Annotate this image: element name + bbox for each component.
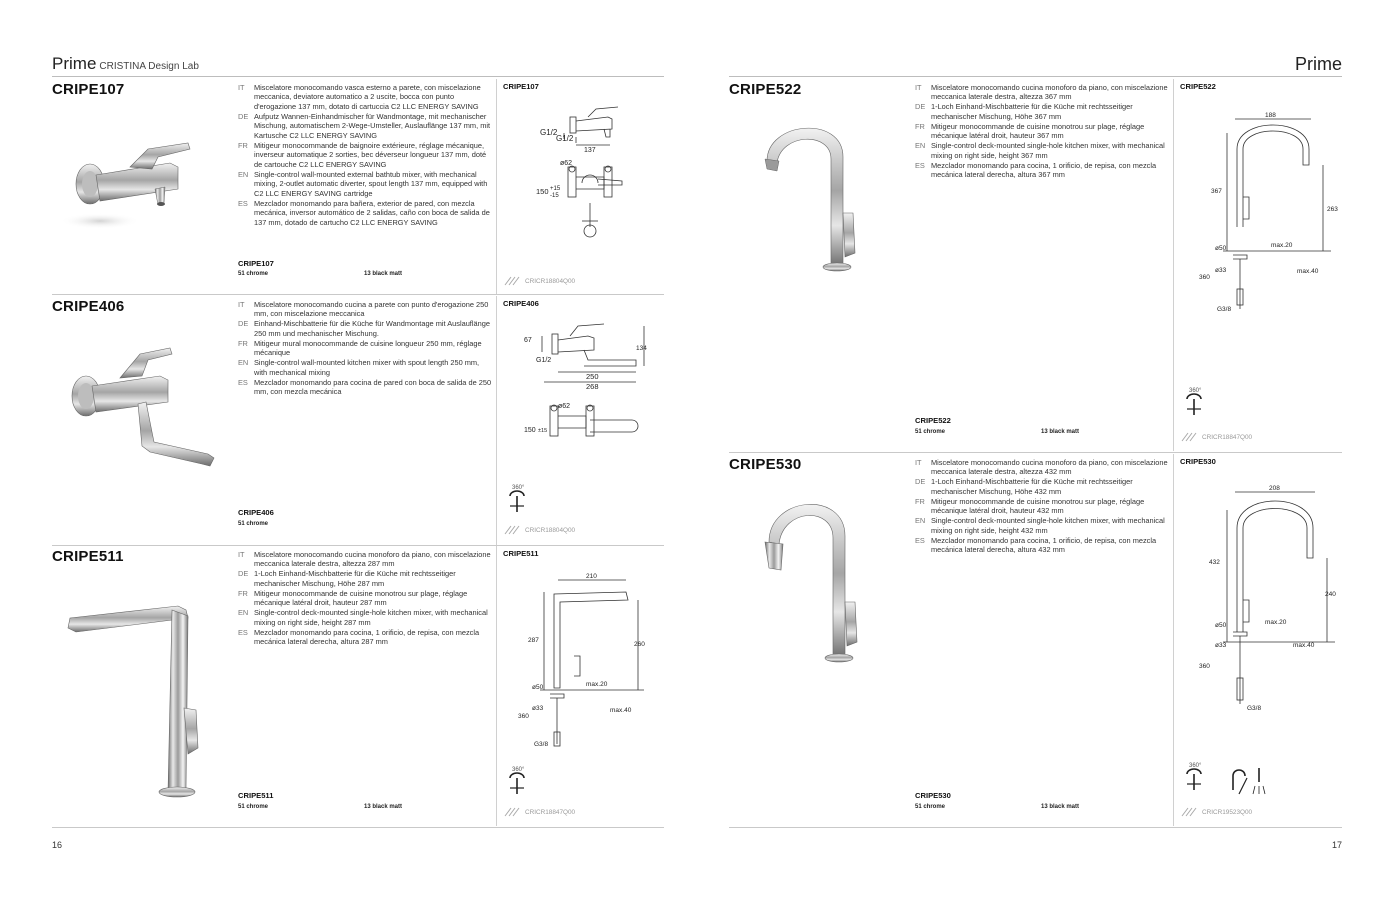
dim-d33: ø33: [1215, 267, 1227, 274]
cartridge-code: CRICR18804Q00: [525, 526, 576, 534]
product-cripe406: [52, 296, 664, 546]
dim-h2: 240: [1325, 591, 1336, 598]
cartridge-code: CRICR18804Q00: [525, 277, 576, 285]
desc-row: [238, 569, 494, 588]
desc-row: [915, 161, 1171, 180]
cartridge-info: [1180, 806, 1252, 818]
desc-text: Single-control wall-mounted kitchen mixer with spout length 250 mm, with mechanical mixing: [254, 358, 480, 377]
product-name: CRIPE530: [729, 456, 802, 473]
column-divider: [496, 546, 497, 826]
product-description: [915, 83, 1171, 180]
dim-width: 188: [1265, 112, 1276, 119]
dim-d33: ø33: [532, 705, 544, 712]
desc-text: Single-control deck-mounted single-hole kitchen mixer, with mechanical mixing on right side, height 287 mm: [254, 608, 488, 627]
dim-g38: G3/8: [1247, 705, 1262, 712]
desc-row: [915, 536, 1171, 555]
product-name: CRIPE107: [52, 81, 125, 98]
product-code: CRIPE107: [238, 259, 274, 268]
desc-row: [238, 608, 494, 627]
desc-text: Aufputz Wannen-Einhandmischer für Wandmontage, mit mechanischer Mischung, automatischem 2-Wege-Umsteller, Auslauflänge 137 mm, mit Kartusche C2 LLC ENERGY SAVING: [254, 111, 491, 140]
dim-width: 210: [586, 573, 597, 580]
section-rule: [52, 827, 664, 828]
drawing-title: CRIPE522: [1180, 82, 1216, 91]
dim-h3: 360: [1199, 663, 1210, 670]
desc-row: [238, 550, 494, 569]
dim-h1: 287: [528, 637, 539, 644]
drawing-title: CRIPE511: [503, 549, 539, 558]
dim-g38: G3/8: [1217, 306, 1232, 313]
desc-row: [915, 497, 1171, 516]
desc-row: [915, 477, 1171, 496]
desc-row: [238, 141, 494, 169]
rotation-360-icon: [504, 482, 534, 516]
product-code: CRIPE530: [915, 791, 951, 800]
drawing-title: CRIPE107: [503, 82, 539, 91]
lang-code: EN: [238, 608, 249, 618]
lang-code: EN: [238, 358, 249, 368]
desc-text: Mitigeur monocommande de cuisine monotrou sur plage, réglage mécanique latéral droit, hauteur 432 mm: [931, 496, 1145, 516]
desc-row: [238, 319, 494, 338]
cartridge-info: [503, 524, 575, 536]
lang-code: FR: [238, 338, 248, 348]
desc-text: Single-control deck-mounted single-hole kitchen mixer, with mechanical mixing on right side, height 367 mm: [931, 141, 1165, 160]
right-page: [697, 0, 1394, 901]
desc-row: [238, 589, 494, 608]
desc-text: Mitigeur monocommande de cuisine monotrou sur plage, réglage mécanique latéral droit, hauteur 287 mm: [254, 588, 468, 608]
product-name: CRIPE522: [729, 81, 802, 98]
pull-out-spray-icon: [1229, 764, 1269, 798]
desc-text: Miscelatore monocomando cucina monoforo da piano, con miscelazione meccanica laterale destra, altezza 287 mm: [254, 550, 491, 569]
technical-drawing: [524, 326, 654, 476]
lang-code: EN: [915, 516, 926, 526]
desc-row: [915, 83, 1171, 102]
desc-row: [238, 339, 494, 358]
dim-h3: 360: [518, 713, 529, 720]
page-number-right: 17: [1331, 840, 1342, 850]
dim-h1: 367: [1211, 188, 1222, 195]
desc-text: Mezclador monomando para bañera, exterior de pared, con mezcla mecánica, inversor automático de 2 salidas, caño con boca de salida de 137 mm, dotado de cartucho C2 LLC ENERGY SAVING: [254, 198, 490, 227]
finish-black-matt: 13 black matt: [364, 804, 403, 810]
cartridge-icon: [503, 524, 521, 536]
lang-code: FR: [238, 140, 248, 150]
bath-mixer-photo: [60, 139, 210, 239]
dim-width: 208: [1269, 485, 1280, 492]
finish-chrome: 51 chrome: [915, 804, 946, 810]
product-cripe511: [52, 546, 664, 828]
desc-row: [915, 458, 1171, 477]
technical-drawing: [536, 107, 652, 247]
desc-text: Miscelatore monocomando cucina monoforo da piano, con miscelazione meccanica laterale destra, altezza 367 mm: [931, 83, 1168, 102]
desc-row: [238, 170, 494, 198]
product-code: CRIPE406: [238, 508, 274, 517]
desc-text: 1-Loch Einhand-Mischbatterie für die Küche mit rechtsseitiger mechanischer Mischung, Höhe 432 mm: [931, 477, 1133, 496]
dim-67: 67: [524, 337, 532, 344]
cartridge-info: [503, 275, 575, 287]
cartridge-icon: [503, 806, 521, 818]
finish-black-matt: 13 black matt: [1041, 804, 1080, 810]
finish-chrome: 51 chrome: [238, 271, 269, 277]
desc-text: Miscelatore monocomando vasca esterno a parete, con miscelazione meccanica, deviatore automatico a 2 uscite, bocca con punto d'erogazione 137 mm, dotato di cartuccia C2 LLC ENERGY SAVING: [254, 83, 481, 111]
cartridge-icon: [1180, 806, 1198, 818]
desc-row: [238, 300, 494, 319]
product-name: CRIPE511: [52, 548, 124, 565]
dim-137: 137: [584, 147, 596, 154]
lang-code: DE: [238, 319, 249, 329]
rotation-360-icon: [1181, 385, 1211, 419]
desc-row: [238, 83, 494, 111]
kitchen-deck-mixer-photo: [64, 598, 214, 818]
page-number-left: 16: [52, 840, 63, 850]
cartridge-icon: [503, 275, 521, 287]
pull-down-mixer-photo: [759, 492, 879, 672]
technical-drawing: [514, 572, 654, 752]
dim-m20: max.20: [1271, 242, 1293, 249]
cartridge-info: [1180, 431, 1252, 443]
gooseneck-mixer-photo: [759, 117, 879, 277]
technical-drawing: [1191, 109, 1341, 319]
lang-code: EN: [915, 141, 926, 151]
designer-name: CRISTINA Design Lab: [99, 61, 199, 72]
desc-text: Einhand-Mischbatterie für die Küche für Wandmontage mit Auslauflänge 250 mm und mechanischer Mischung.: [254, 319, 490, 338]
desc-text: Mezclador monomando para cocina, 1 orificio, de repisa, con mezcla mecánica lateral derecha, altura 287 mm: [254, 627, 480, 647]
desc-text: Miscelatore monocomando cucina a parete con punto d'erogazione 250 mm, con miscelazione meccanica: [254, 300, 489, 319]
dim-62: ø62: [558, 403, 571, 410]
dim-m40: max.40: [1297, 268, 1319, 275]
cartridge-info: [503, 806, 575, 818]
desc-row: [238, 628, 494, 647]
label-360: 360°: [1189, 763, 1202, 769]
desc-text: Single-control wall-mounted external bathtub mixer, with mechanical mixing, 2-outlet automatic diverter, spout length 137 mm, equipped with C2 LLC ENERGY SAVING cartridge: [254, 169, 488, 198]
desc-row: [238, 112, 494, 140]
lang-code: IT: [238, 300, 245, 309]
lang-code: ES: [238, 198, 248, 208]
dim-g2: G1/2: [556, 134, 574, 143]
lang-code: EN: [238, 169, 249, 179]
desc-text: Mitigeur mural monocommande de cuisine longueur 250 mm, réglage mécanique: [254, 338, 482, 358]
dim-150-minus: -15: [550, 193, 559, 199]
desc-row: [238, 378, 494, 397]
lang-code: FR: [915, 121, 925, 131]
dim-62: ø62: [560, 160, 573, 167]
dim-g12: G1/2: [536, 357, 552, 364]
dim-m20: max.20: [586, 681, 608, 688]
lang-code: DE: [238, 111, 249, 121]
dim-h2: 263: [1327, 206, 1338, 213]
lang-code: IT: [915, 458, 922, 467]
column-divider: [496, 79, 497, 295]
section-rule: [729, 827, 1342, 828]
rotation-360-icon: [504, 764, 534, 798]
column-divider: [496, 296, 497, 545]
section-rule: [729, 452, 1342, 453]
desc-row: [915, 141, 1171, 160]
column-divider: [1173, 454, 1174, 826]
desc-text: Single-control deck-mounted single-hole kitchen mixer, with mechanical mixing on right side, height 432 mm: [931, 516, 1165, 535]
dim-250: 250: [586, 372, 599, 381]
dim-134: 134: [636, 345, 647, 352]
desc-text: Mezclador monomando para cocina, 1 orificio, de repisa, con mezcla mecánica lateral derecha, altura 432 mm: [931, 535, 1157, 555]
finish-black-matt: 13 black matt: [364, 271, 403, 277]
lang-code: ES: [915, 160, 925, 170]
dim-d50: ø50: [532, 684, 544, 691]
dim-m40: max.40: [1293, 642, 1315, 649]
desc-text: Mezclador monomando para cocina de pared con boca de salida de 250 mm, con mezcla mecánica: [254, 377, 492, 397]
dim-m20: max.20: [1265, 619, 1287, 626]
technical-drawing: [1191, 482, 1341, 722]
dim-g38: G3/8: [534, 741, 549, 748]
rotation-360-icon: [1181, 760, 1211, 794]
product-cripe530: [729, 454, 1342, 828]
desc-text: 1-Loch Einhand-Mischbatterie für die Küche mit rechtsseitiger mechanischer Mischung, Höhe 367 mm: [931, 102, 1133, 121]
finish-chrome: 51 chrome: [238, 804, 269, 810]
cartridge-code: CRICR19523Q00: [1202, 808, 1253, 816]
lang-code: IT: [915, 83, 922, 92]
column-divider: [1173, 79, 1174, 451]
drawing-title: CRIPE406: [503, 299, 539, 308]
brand-header-right: Prime: [1294, 54, 1342, 74]
dim-m40: max.40: [610, 707, 632, 714]
lang-code: IT: [238, 83, 245, 92]
label-360: 360°: [512, 767, 525, 773]
finish-chrome: 51 chrome: [915, 429, 946, 435]
desc-row: [915, 102, 1171, 121]
dim-268: 268: [586, 382, 599, 391]
lang-code: IT: [238, 550, 245, 559]
dim-h1: 432: [1209, 559, 1220, 566]
dim-150: 150: [524, 427, 536, 434]
dim-d33: ø33: [1215, 642, 1227, 649]
finish-chrome: 51 chrome: [238, 521, 269, 527]
product-description: [238, 550, 494, 647]
dim-pm15: ±15: [538, 428, 548, 434]
brand-name: Prime: [52, 54, 97, 73]
header-rule: [52, 76, 664, 77]
product-cripe107: [52, 79, 664, 295]
desc-text: Mezclador monomando para cocina, 1 orificio, de repisa, con mezcla mecánica lateral derecha, altura 367 mm: [931, 160, 1157, 180]
lang-code: FR: [238, 588, 248, 598]
lang-code: DE: [915, 477, 926, 487]
desc-text: 1-Loch Einhand-Mischbatterie für die Küche mit rechtsseitiger mechanischer Mischung, Höhe 287 mm: [254, 569, 456, 588]
desc-row: [238, 358, 494, 377]
product-description: [238, 83, 494, 228]
label-360: 360°: [1189, 388, 1202, 394]
cartridge-code: CRICR18847Q00: [1202, 433, 1253, 441]
dim-g1: G1/2: [540, 128, 558, 137]
cartridge-code: CRICR18847Q00: [525, 808, 576, 816]
kitchen-wall-mixer-photo: [60, 346, 220, 476]
lang-code: DE: [915, 102, 926, 112]
lang-code: FR: [915, 496, 925, 506]
section-rule: [52, 294, 664, 295]
lang-code: ES: [238, 377, 248, 387]
desc-text: Mitigeur monocommande de cuisine monotrou sur plage, réglage mécanique latéral droit, hauteur 367 mm: [931, 121, 1145, 141]
desc-row: [238, 199, 494, 227]
drawing-title: CRIPE530: [1180, 457, 1216, 466]
desc-row: [915, 516, 1171, 535]
cartridge-icon: [1180, 431, 1198, 443]
desc-text: Mitigeur monocommande de baignoire extérieure, réglage mécanique, inverseur automatique 2 sorties, bec déverseur longueur 137 mm, doté de cartouche C2 LLC ENERGY SAVING: [254, 140, 487, 169]
lang-code: DE: [238, 569, 249, 579]
header-rule: [729, 76, 1342, 77]
dim-d50: ø50: [1215, 245, 1227, 252]
product-code: CRIPE522: [915, 416, 951, 425]
lang-code: ES: [238, 627, 248, 637]
dim-h3: 360: [1199, 274, 1210, 281]
finish-black-matt: 13 black matt: [1041, 429, 1080, 435]
product-description: [238, 300, 494, 397]
dim-150: 150: [536, 187, 549, 196]
dim-h2: 260: [634, 641, 645, 648]
desc-text: Miscelatore monocomando cucina monoforo da piano, con miscelazione meccanica laterale destra, altezza 432 mm: [931, 458, 1168, 477]
label-360: 360°: [512, 485, 525, 491]
product-name: CRIPE406: [52, 298, 125, 315]
product-cripe522: [729, 79, 1342, 453]
product-description: [915, 458, 1171, 555]
brand-header: [52, 54, 199, 74]
dim-d50: ø50: [1215, 622, 1227, 629]
desc-row: [915, 122, 1171, 141]
dim-150-plus: +15: [550, 186, 561, 192]
lang-code: ES: [915, 535, 925, 545]
product-code: CRIPE511: [238, 791, 274, 800]
